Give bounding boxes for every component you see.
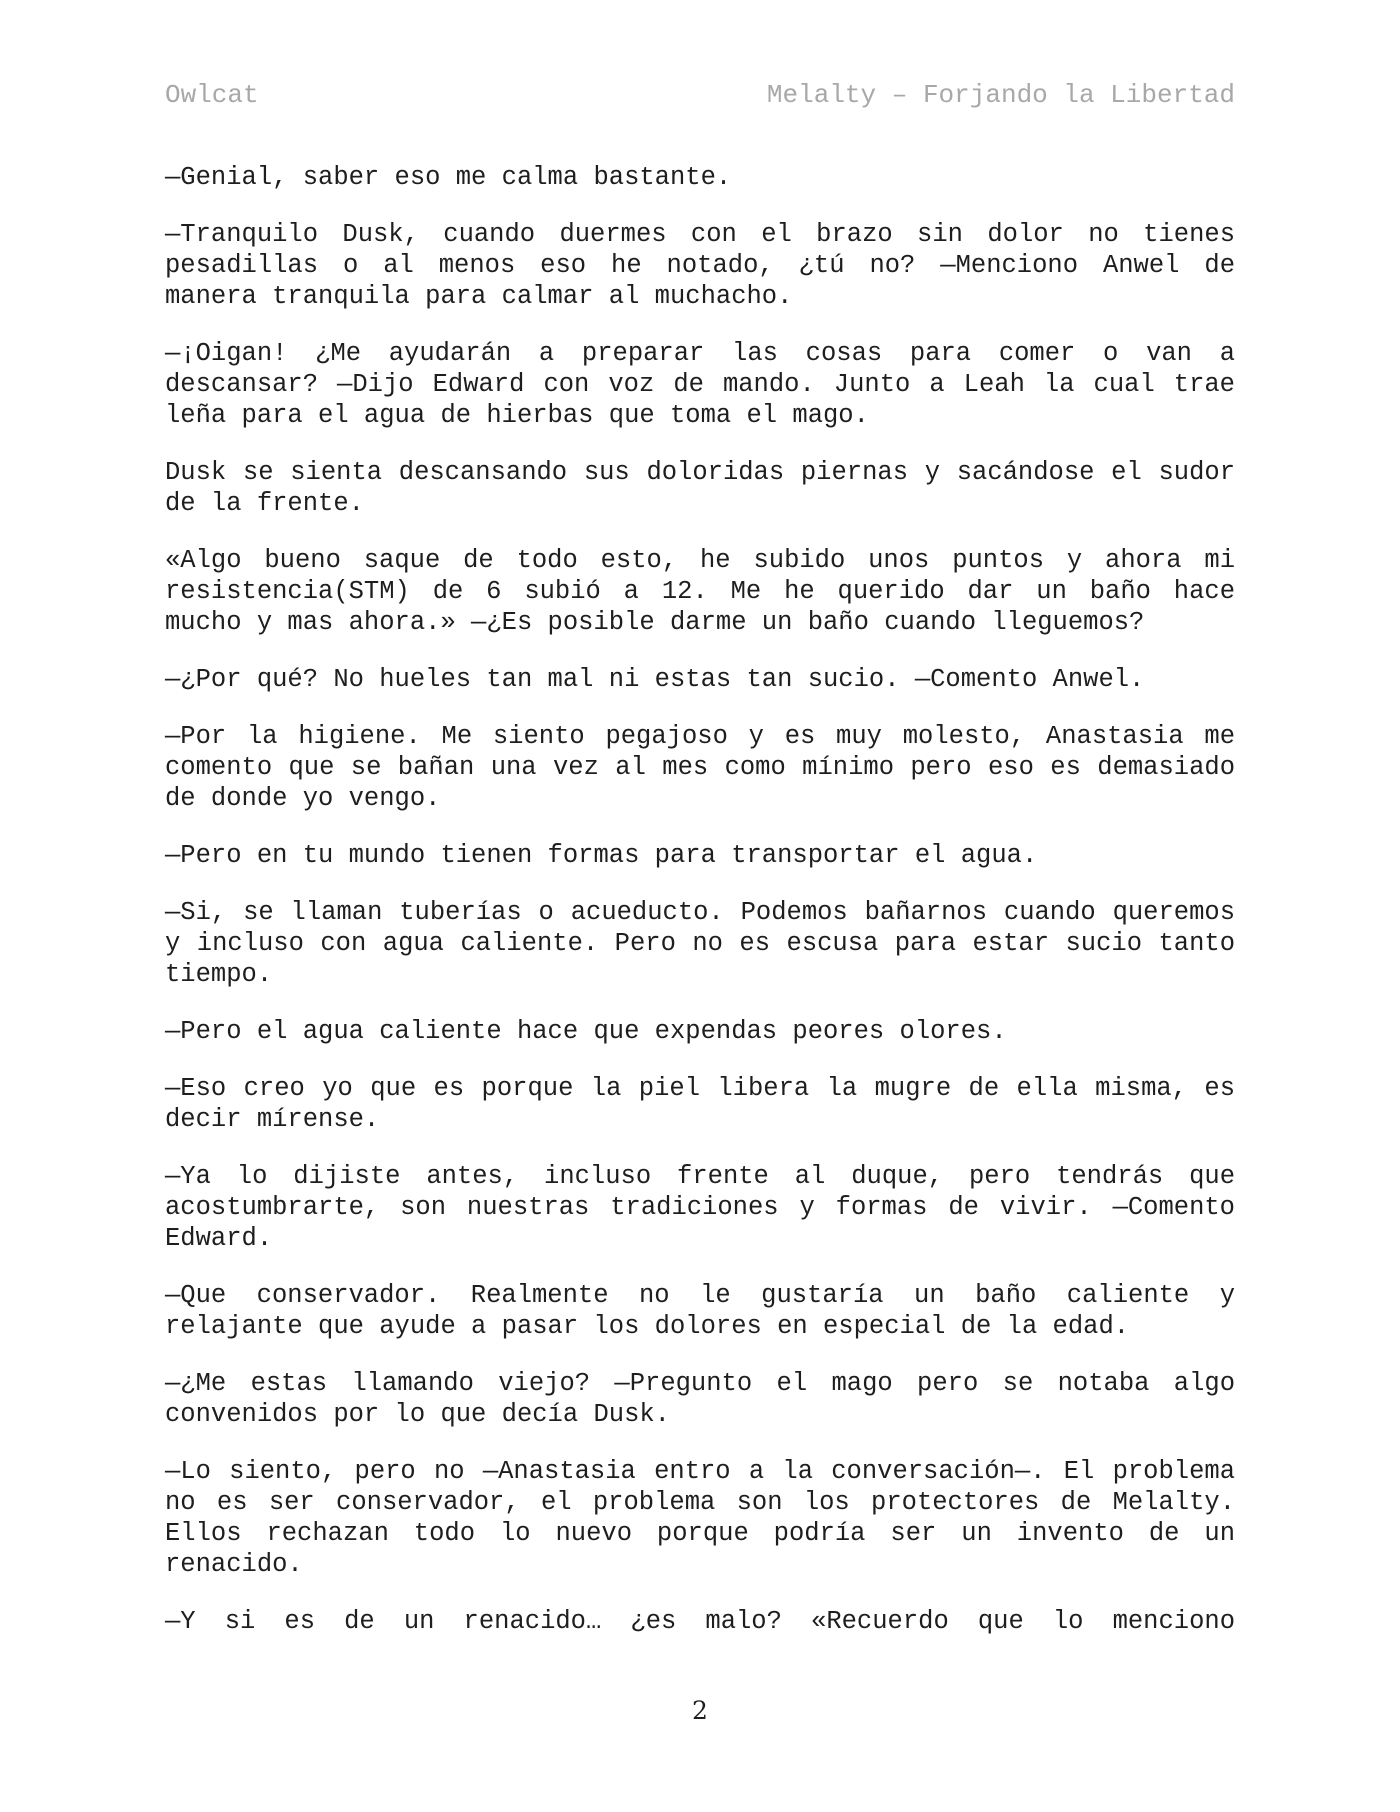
body-text [165,162,1235,1663]
header-author: Owlcat [165,80,259,110]
paragraph: —¿Me estas llamando viejo? —Pregunto el mago pero se notaba algo convenidos por lo que decía Dusk. [165,1369,1235,1429]
paragraph: «Algo bueno saque de todo esto, he subido unos puntos y ahora mi resistencia(STM) de 6 subió a 12. Me he querido dar un baño hace mucho y mas ahora.» —¿Es posible darme un baño cuando lleguemos? [165,546,1235,637]
paragraph: —Lo siento, pero no —Anastasia entro a la conversación—. El problema no es ser conservador, el problema son los protectores de Melalty. Ellos rechazan todo lo nuevo porque podría ser un invento de un renacido. [165,1457,1235,1579]
paragraph: —Eso creo yo que es porque la piel libera la mugre de ella misma, es decir mírense. [165,1074,1235,1134]
page-header [165,80,1235,114]
paragraph: —Pero en tu mundo tienen formas para transportar el agua. [165,841,1038,870]
paragraph: —Si, se llaman tuberías o acueducto. Podemos bañarnos cuando queremos y incluso con agua caliente. Pero no es escusa para estar sucio tanto tiempo. [165,898,1235,989]
paragraph: Dusk se sienta descansando sus doloridas piernas y sacándose el sudor de la frente. [165,458,1235,518]
paragraph: —Tranquilo Dusk, cuando duermes con el brazo sin dolor no tienes pesadillas o al menos eso he notado, ¿tú no? —Menciono Anwel de manera tranquila para calmar al muchacho. [165,220,1235,311]
paragraph: —¡Oigan! ¿Me ayudarán a preparar las cosas para comer o van a descansar? —Dijo Edward con voz de mando. Junto a Leah la cual trae leña para el agua de hierbas que toma el mago. [165,339,1235,430]
paragraph: —Ya lo dijiste antes, incluso frente al duque, pero tendrás que acostumbrarte, son nuestras tradiciones y formas de vivir. —Comento Edward. [165,1162,1235,1253]
paragraph: —Genial, saber eso me calma bastante. [165,163,732,192]
paragraph: —Pero el agua caliente hace que expendas peores olores. [165,1017,1007,1046]
paragraph: —Que conservador. Realmente no le gustaría un baño caliente y relajante que ayude a pasar los dolores en especial de la edad. [165,1281,1235,1341]
paragraph: —Y si es de un renacido… ¿es malo? «Recuerdo que lo menciono [165,1607,1235,1636]
paragraph: —¿Por qué? No hueles tan mal ni estas tan sucio. —Comento Anwel. [165,665,1145,694]
paragraph: —Por la higiene. Me siento pegajoso y es muy molesto, Anastasia me comento que se bañan una vez al mes como mínimo pero eso es demasiado de donde yo vengo. [165,722,1235,813]
page-number: 2 [692,1696,708,1725]
header-title: Melalty – Forjando la Libertad [766,80,1235,110]
